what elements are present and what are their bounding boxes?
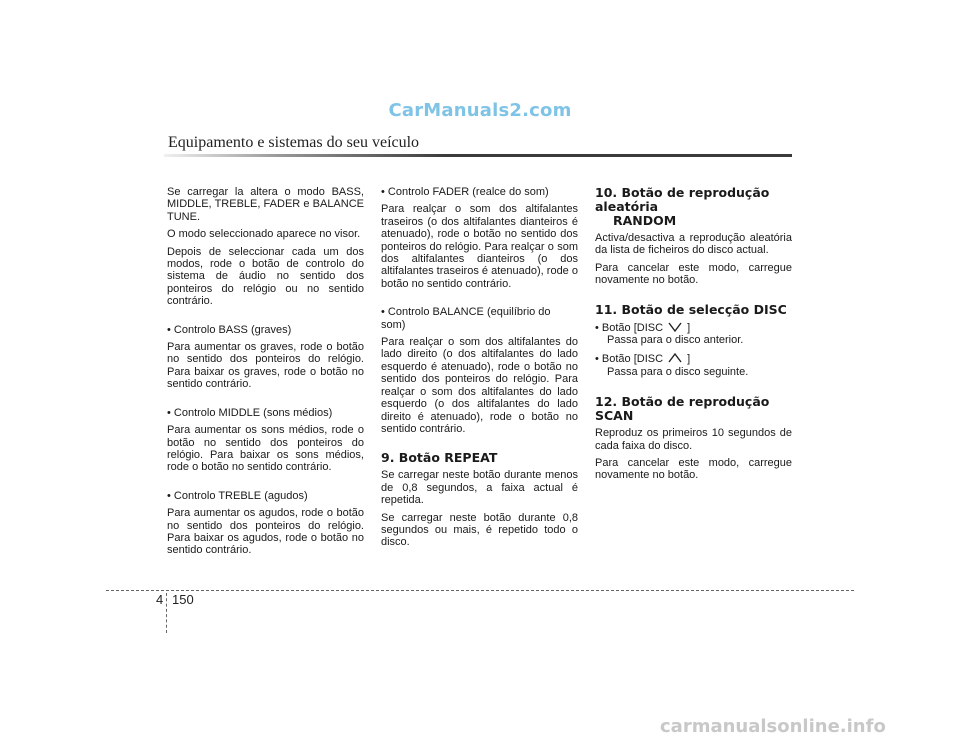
page-header-title: Equipamento e sistemas do seu veículo [168,134,420,151]
fader-text: Para realçar o som dos altifalantes traseiros (o dos altifalantes dianteiros é atenuado), rode o botão no sentido dos ponteiros do relógio. Para realçar o som dos altifalantes dianteiros (o dos altifalantes traseiros é atenuado), rode o botão no sentido contrário. [381,203,578,290]
footer-divider [166,593,167,633]
scan-heading: 12. Botão de reprodução SCAN [595,394,770,424]
scan-text-1: Reproduz os primeiros 10 segundos de cada faixa do disco. [595,427,792,452]
repeat-text-2: Se carregar neste botão durante 0,8 segundos ou mais, é repetido todo o disco. [381,511,578,549]
chevron-up-icon [667,352,683,364]
disc-up-label: • Botão [DISC [595,353,664,366]
disc-down-label: • Botão [DISC [595,321,664,334]
treble-title: • Controlo TREBLE (agudos) [167,489,308,502]
disc-up-item [595,352,792,378]
footer-rule [106,590,854,591]
chevron-down-icon [667,321,683,333]
watermark-top: CarManuals2.com [388,100,572,121]
mode-adjust-note: Depois de seleccionar cada um dos modos, rode o botão de controlo do sistema de áudio no sentido dos ponteiros do relógio ou no sentido contrário. [167,245,364,308]
fader-title: • Controlo FADER (realce do som) [381,186,549,198]
disc-down-item [595,321,792,347]
disc-down-desc: Passa para o disco anterior. [607,334,744,347]
scan-text-2: Para cancelar este modo, carregue novamente no botão. [595,457,792,482]
repeat-heading: 9. Botão REPEAT [381,450,498,466]
random-text-2: Para cancelar este modo, carregue novamente no botão. [595,261,792,287]
random-text-1: Activa/desactiva a reprodução aleatória da lista de ficheiros do disco actual. [595,232,792,257]
column-1 [167,186,364,562]
watermark-bottom: carmanualsonline.info [660,716,886,737]
treble-text: Para aumentar os agudos, rode o botão no sentido dos ponteiros do relógio. Para baixar os agudos, rode o botão no sentido contrário. [167,507,364,557]
random-heading-line-1: 10. Botão de reprodução aleatória [595,185,770,214]
disc-heading: 11. Botão de selecção DISC [595,301,787,317]
random-heading [595,186,792,228]
disc-up-close: ] [687,353,691,366]
middle-title: • Controlo MIDDLE (sons médios) [167,406,333,419]
chapter-number: 4 [156,592,164,607]
disc-up-desc: Passa para o disco seguinte. [607,365,749,378]
header-rule [164,154,792,157]
middle-text: Para aumentar os sons médios, rode o botão no sentido dos ponteiros do relógio. Para baixar os sons médios, rode o botão no sentido contrário. [167,424,364,474]
repeat-text-1: Se carregar neste botão durante menos de 0,8 segundos, a faixa actual é repetida. [381,469,578,507]
column-2 [381,186,578,554]
disc-down-close: ] [687,321,691,334]
random-heading-line-2: RANDOM [613,213,677,228]
bass-text: Para aumentar os graves, rode o botão no sentido dos ponteiros do relógio. Para baixar os graves, rode o botão no sentido contrário. [167,341,364,391]
page-number: 150 [172,592,194,607]
mode-display-note: O modo seleccionado aparece no visor. [167,228,361,241]
column-3 [595,186,792,487]
balance-text: Para realçar o som dos altifalantes do lado direito (o dos altifalantes do lado esquerdo é atenuado), rode o botão no sentido dos ponteiros do relógio. Para realçar o som dos altifalantes do lado esquerdo (o dos altifalantes do lado direito é atenuado), rode o botão no sentido contrário. [381,336,578,435]
balance-title: • Controlo BALANCE (equilíbrio do som) [381,306,551,331]
bass-title: • Controlo BASS (graves) [167,323,292,336]
mode-intro: Se carregar la altera o modo BASS, MIDDLE, TREBLE, FADER e BALANCE TUNE. [167,186,364,223]
